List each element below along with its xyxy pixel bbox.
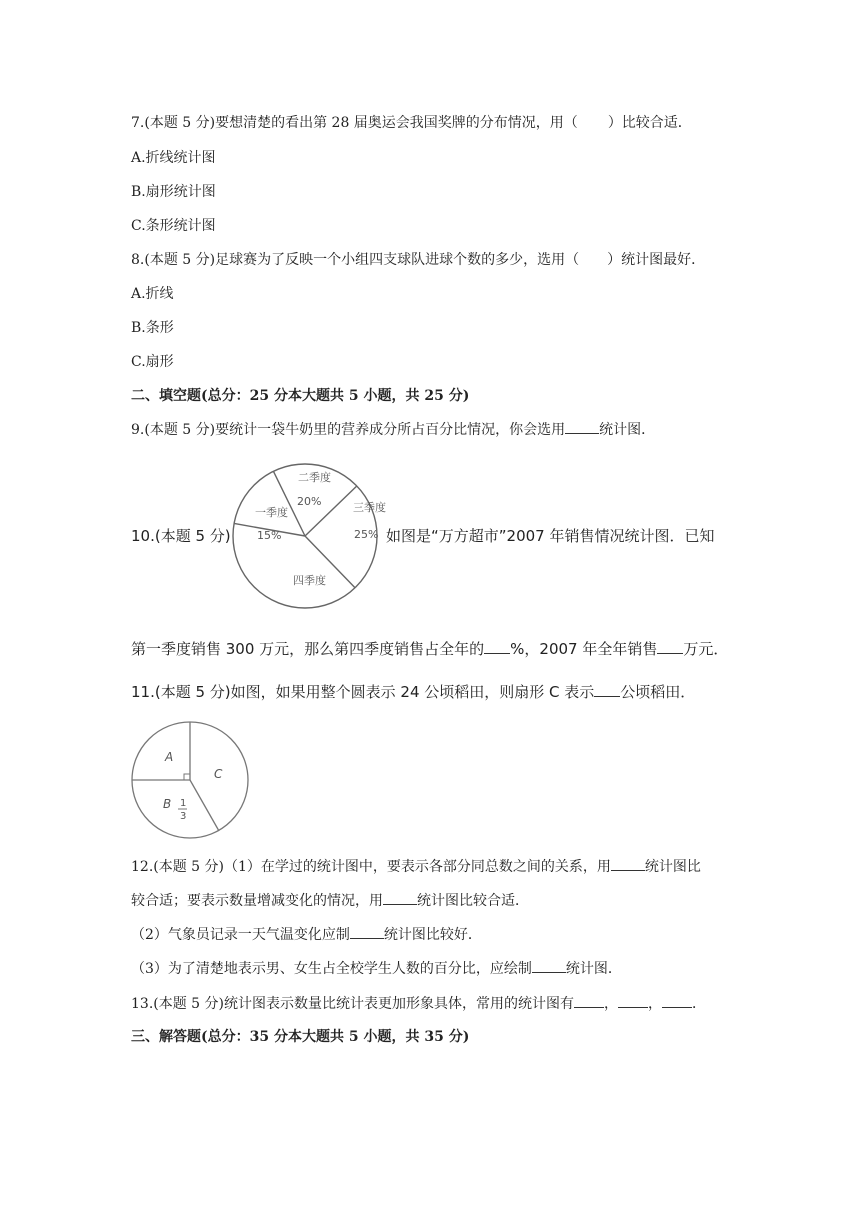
q9-blank — [565, 419, 599, 434]
pie-slice-value-1: 15% — [257, 529, 282, 542]
q12-blank-2 — [383, 890, 417, 905]
q11-circle-diagram — [129, 719, 251, 841]
q8-option-b: B.条形 — [131, 320, 174, 336]
q11-blank — [594, 682, 620, 697]
q7-option-a: A.折线统计图 — [131, 150, 216, 166]
pie-slice-value-3: 25% — [354, 528, 379, 541]
section-2-heading: 二、填空题(总分：25 分本大题共 5 小题，共 25 分) — [131, 388, 470, 404]
q10-text-right: 如图是“万方超市”2007 年销售情况统计图．已知 — [386, 527, 715, 545]
q12-line1: 12.(本题 5 分)（1）在学过的统计图中，要表示各部分同总数之间的关系，用 统计图比 — [131, 856, 701, 876]
pie-slice-label-1: 一季度 — [255, 506, 288, 519]
pie-slice-label-3: 三季度 — [353, 501, 386, 514]
q11-label-c: C — [214, 767, 223, 781]
q11-stem: 11.(本题 5 分)如图，如果用整个圆表示 24 公顷稻田，则扇形 C 表示 公顷稻田． — [131, 683, 696, 701]
q10-blank-2 — [657, 639, 683, 654]
q13-blank-2 — [618, 993, 648, 1008]
pie-boundary-3 — [305, 486, 357, 536]
q11-label-b: B — [163, 797, 172, 811]
q12-blank-4 — [532, 958, 566, 973]
q11-frac-num: 1 — [180, 798, 187, 809]
q11-frac-den: 3 — [180, 811, 187, 822]
q10-line2: 第一季度销售 300 万元，那么第四季度销售占全年的 %，2007 年全年销售 万元． — [131, 640, 729, 658]
pie-slice-value-2: 20% — [297, 495, 322, 508]
q11-label-a: A — [165, 750, 174, 764]
q7-option-c: C.条形统计图 — [131, 218, 216, 234]
q12-line4: （3）为了清楚地表示男、女生占全校学生人数的百分比，应绘制 统计图． — [131, 958, 622, 978]
q9-stem: 9.(本题 5 分)要统计一袋牛奶里的营养成分所占百分比情况，你会选用 统计图． — [131, 419, 655, 439]
q11-right-angle-mark — [184, 774, 190, 780]
q8-option-c: C.扇形 — [131, 354, 174, 370]
pie-slice-label-2: 二季度 — [298, 471, 331, 484]
q10-blank-1 — [484, 639, 510, 654]
q12-line3: （2）气象员记录一天气温变化应制 统计图比较好． — [131, 924, 482, 944]
pie-slice-label-4: 四季度 — [293, 574, 326, 587]
section-3-heading: 三、解答题(总分：35 分本大题共 5 小题，共 35 分) — [131, 1029, 470, 1045]
q11-radius-bottom — [190, 780, 219, 831]
q13-blank-1 — [574, 993, 604, 1008]
q13-blank-3 — [662, 993, 692, 1008]
q8-stem: 8.(本题 5 分)足球赛为了反映一个小组四支球队进球个数的多少，选用（ ）统计图最好． — [131, 252, 706, 268]
q10-pie-chart — [230, 459, 386, 614]
q7-option-b: B.扇形统计图 — [131, 184, 216, 200]
q12-blank-3 — [350, 924, 384, 939]
q7-stem: 7.(本题 5 分)要想清楚的看出第 28 届奥运会我国奖牌的分布情况，用（ ）比较合适． — [131, 115, 692, 131]
q12-blank-1 — [611, 856, 645, 871]
q10-prefix: 10.(本题 5 分) — [131, 527, 231, 545]
q8-option-a: A.折线 — [131, 286, 174, 302]
q12-line2: 较合适；要表示数量增减变化的情况，用 统计图比较合适． — [131, 890, 529, 910]
q13-stem: 13.(本题 5 分)统计图表示数量比统计表更加形象具体，常用的统计图有 ， ， ． — [131, 993, 706, 1013]
